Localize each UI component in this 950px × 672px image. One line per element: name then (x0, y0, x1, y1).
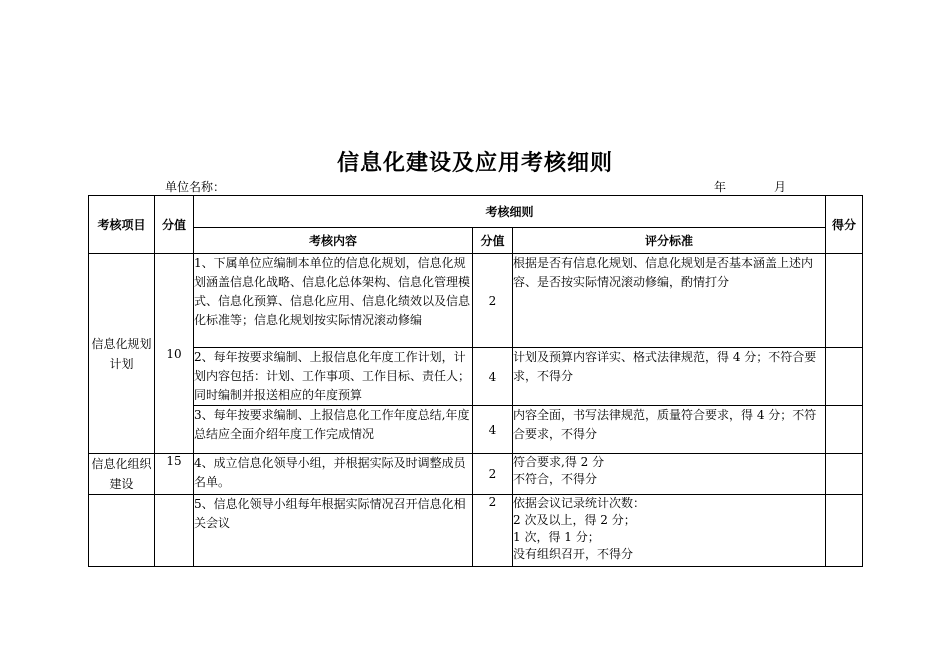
result-cell (826, 454, 863, 495)
item-score: 15 (155, 454, 194, 495)
item-name: 信息化规划计划 (89, 254, 155, 454)
item-name: 信息化组织建设 (89, 454, 155, 495)
result-cell (826, 254, 863, 348)
sub-score-cell: 2 (473, 254, 513, 348)
item-score-empty (155, 495, 194, 567)
header-item: 考核项目 (89, 196, 155, 254)
criteria-cell: 符合要求,得 2 分 不符合，不得分 (513, 454, 826, 495)
table-row (89, 254, 863, 348)
table-row (89, 348, 863, 406)
document-title: 信息化建设及应用考核细则 (336, 151, 613, 176)
result-cell (826, 406, 863, 454)
content-cell: 1、下属单位应编制本单位的信息化规划，信息化规划涵盖信息化战略、信息化总体架构、信息化管理模式、信息化预算、信息化应用、信息化绩效以及信息化标准等；信息化规划按实际情况滚动修编 (194, 254, 473, 348)
unit-name-label: 单位名称： (165, 180, 226, 194)
sub-score-cell: 2 (473, 454, 513, 495)
header-sub-score: 分值 (473, 228, 513, 254)
header-content: 考核内容 (194, 228, 473, 254)
criteria-cell: 根据是否有信息化规划、信息化规划是否基本涵盖上述内容、是否按实际情况滚动修编，酌情打分 (513, 254, 826, 348)
header-score: 分值 (155, 196, 194, 254)
sub-score-cell: 4 (473, 406, 513, 454)
content-cell: 4、成立信息化领导小组，并根据实际及时调整成员名单。 (194, 454, 473, 495)
criteria-cell: 依据会议记录统计次数： 2 次及以上，得 2 分； 1 次，得 1 分； 没有组织召开，不得分 (513, 495, 826, 567)
table-row (89, 406, 863, 454)
assessment-table (88, 195, 863, 567)
header-criteria: 评分标准 (513, 228, 826, 254)
content-cell: 3、每年按要求编制、上报信息化工作年度总结,年度总结应全面介绍年度工作完成情况 (194, 406, 473, 454)
header-detail: 考核细则 (194, 196, 826, 228)
criteria-cell: 内容全面，书写法律规范，质量符合要求，得 4 分；不符合要求，不得分 (513, 406, 826, 454)
criteria-cell: 计划及预算内容详实、格式法律规范，得 4 分；不符合要求，不得分 (513, 348, 826, 406)
item-score: 10 (155, 254, 194, 454)
year-label: 年 (714, 180, 727, 194)
result-cell (826, 348, 863, 406)
sub-score-cell: 2 (473, 495, 513, 567)
result-cell (826, 495, 863, 567)
sub-score-cell: 4 (473, 348, 513, 406)
table-row (89, 454, 863, 495)
item-name-empty (89, 495, 155, 567)
month-label: 月 (774, 180, 787, 194)
content-cell: 5、信息化领导小组每年根据实际情况召开信息化相关会议 (194, 495, 473, 567)
content-cell: 2、每年按要求编制、上报信息化年度工作计划，计划内容包括：计划、工作事项、工作目标、责任人；同时编制并报送相应的年度预算 (194, 348, 473, 406)
table-row (89, 495, 863, 567)
header-result: 得分 (826, 196, 863, 254)
